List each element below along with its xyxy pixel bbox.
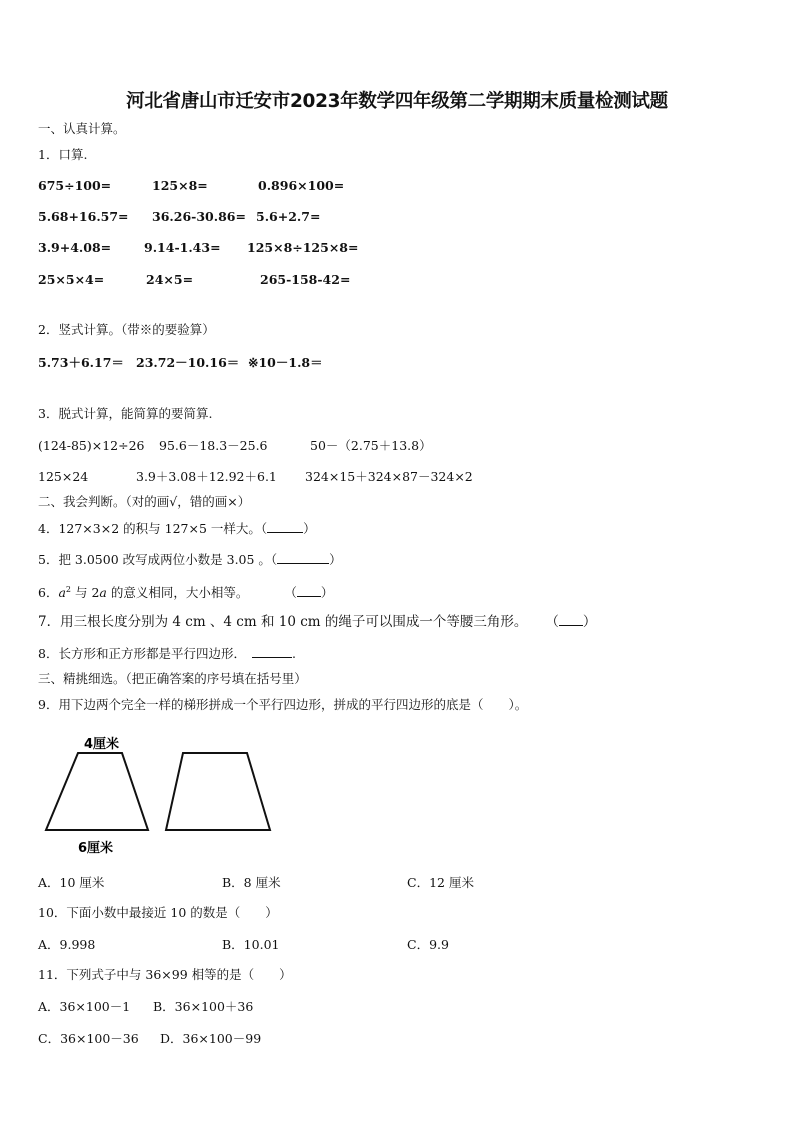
question-3-label: 3．脱式计算，能简算的要简算.: [38, 406, 213, 421]
oral-calc-item: 25×5×4=: [38, 272, 105, 287]
question-5-text: 5．把 3.0500 改写成两位小数是 3.05 。（: [38, 552, 278, 567]
oral-calc-item: 675÷100=: [38, 178, 112, 193]
section-1-heading: 一、认真计算。: [38, 121, 126, 136]
option-c[interactable]: C．9.9: [407, 937, 449, 952]
left-trapezoid: [46, 753, 148, 830]
question-7: [38, 613, 596, 630]
step-calc-item: 50－（2.75＋13.8）: [310, 438, 432, 453]
section-3-heading: 三、精挑细选。（把正确答案的序号填在括号里）: [38, 671, 307, 686]
step-calc-item: 125×24: [38, 469, 89, 484]
bracket-open: （: [545, 614, 559, 630]
question-4-text: 4．127×3×2 的积与 127×5 一样大。（: [38, 521, 268, 536]
step-calc-item: 95.6－18.3－25.6: [159, 438, 268, 453]
option-b[interactable]: B．36×100＋36: [153, 999, 254, 1014]
question-10-text: 10．下面小数中最接近 10 的数是（ ）: [38, 905, 278, 920]
oral-calc-item: 24×5=: [146, 272, 194, 287]
question-11-text: 11．下列式子中与 36×99 相等的是（ ）: [38, 967, 292, 982]
option-d[interactable]: D．36×100－99: [160, 1031, 262, 1046]
question-6-text: 的意义相同，大小相等。: [106, 585, 249, 601]
question-8: [38, 645, 296, 662]
answer-blank[interactable]: [277, 551, 329, 564]
vertical-calc-item: ※10－1.8＝: [248, 355, 323, 370]
oral-calc-item: 5.6+2.7=: [256, 209, 321, 224]
oral-calc-item: 125×8÷125×8=: [247, 240, 359, 255]
answer-blank[interactable]: [267, 520, 303, 533]
answer-blank[interactable]: [297, 584, 321, 597]
vertical-calc-item: 5.73＋6.17＝: [38, 355, 124, 370]
option-a[interactable]: A．9.998: [38, 937, 96, 952]
oral-calc-item: 36.26-30.86=: [152, 209, 246, 224]
question-7-text: 7．用三根长度分别为 4 cm 、4 cm 和 10 cm 的绳子可以围成一个等腰三角形。: [38, 614, 528, 630]
oral-calc-item: 9.14-1.43=: [144, 240, 221, 255]
bracket-close: ）: [320, 585, 334, 601]
variable-a: a: [58, 585, 66, 601]
question-5: [38, 551, 342, 568]
option-c[interactable]: C．12 厘米: [407, 875, 474, 890]
question-9-text: 9．用下边两个完全一样的梯形拼成一个平行四边形，拼成的平行四边形的底是（ ）。: [38, 697, 528, 712]
trapezoid-figure: [38, 728, 278, 858]
option-a[interactable]: A．36×100－1: [38, 999, 131, 1014]
option-b[interactable]: B．8 厘米: [222, 875, 281, 890]
question-4: [38, 520, 316, 537]
question-6-number: 6．: [38, 585, 59, 601]
step-calc-item: 3.9＋3.08＋12.92＋6.1: [136, 469, 277, 484]
question-6-mid: 与 2: [71, 585, 100, 601]
question-5-close: ）: [329, 552, 342, 567]
variable-a: a: [99, 585, 107, 601]
option-a[interactable]: A．10 厘米: [38, 875, 105, 890]
exponent: 2: [65, 585, 71, 594]
oral-calc-item: 0.896×100=: [258, 178, 345, 193]
step-calc-item: (124-85)×12÷26: [38, 438, 145, 453]
step-calc-item: 324×15＋324×87－324×2: [305, 469, 473, 484]
bracket-open: （: [284, 585, 297, 601]
top-length-label: 4厘米: [84, 737, 120, 752]
vertical-calc-item: 23.72－10.16＝: [136, 355, 240, 370]
oral-calc-item: 3.9+4.08=: [38, 240, 112, 255]
answer-blank[interactable]: [252, 645, 292, 658]
answer-blank[interactable]: [559, 613, 583, 626]
question-8-end: .: [291, 646, 296, 661]
question-8-text: 8．长方形和正方形都是平行四边形．: [38, 646, 246, 661]
bottom-length-label: 6厘米: [78, 841, 114, 856]
question-2-label: 2．竖式计算。（带※的要验算）: [38, 322, 215, 337]
page-title: 河北省唐山市迁安市2023年数学四年级第二学期期末质量检测试题: [126, 91, 668, 112]
question-4-close: ）: [303, 521, 316, 536]
oral-calc-item: 125×8=: [152, 178, 208, 193]
option-b[interactable]: B．10.01: [222, 937, 280, 952]
right-trapezoid: [166, 753, 270, 830]
question-6: [38, 582, 333, 601]
question-1-label: 1．口算.: [38, 147, 88, 162]
bracket-close: ）: [582, 614, 597, 630]
oral-calc-item: 5.68+16.57=: [38, 209, 129, 224]
oral-calc-item: 265-158-42=: [260, 272, 351, 287]
option-c[interactable]: C．36×100－36: [38, 1031, 139, 1046]
section-2-heading: 二、我会判断。（对的画√，错的画×）: [38, 494, 251, 509]
